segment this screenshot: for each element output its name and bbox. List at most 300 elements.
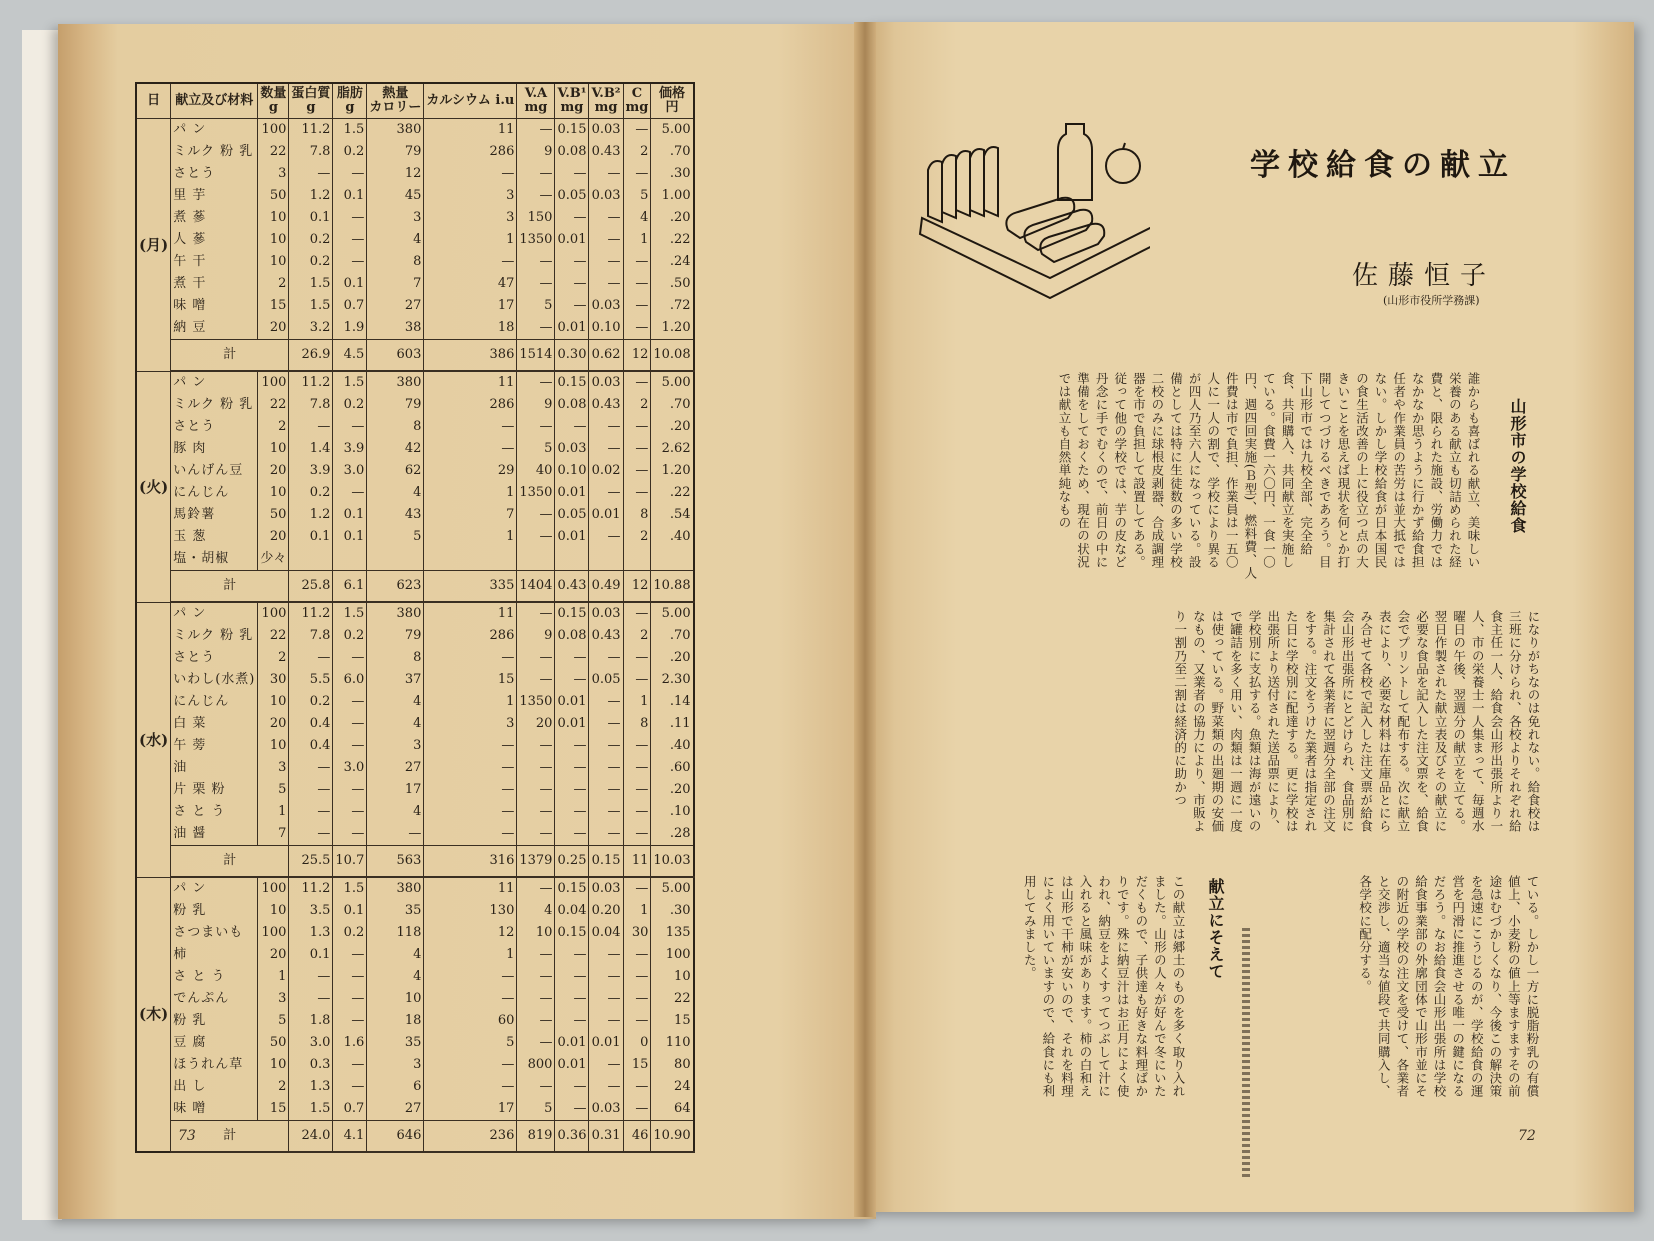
table-cell: — (517, 1076, 555, 1098)
table-cell: 0.2 (333, 394, 367, 416)
total-cell: 1514 (517, 340, 555, 372)
total-row (136, 340, 694, 372)
table-cell: 20 (258, 713, 289, 735)
table-cell: 0.01 (555, 526, 589, 548)
table-cell: 12 (424, 922, 517, 944)
total-cell: 10.08 (651, 340, 694, 372)
table-cell: 0.4 (289, 735, 333, 757)
table-cell: 0.03 (589, 602, 623, 625)
table-cell: — (589, 988, 623, 1010)
table-cell: 4 (623, 207, 651, 229)
table-cell: 286 (424, 625, 517, 647)
table-cell: 15 (258, 1098, 289, 1121)
table-cell: 1.5 (289, 295, 333, 317)
table-cell: — (424, 647, 517, 669)
total-cell: 386 (424, 340, 517, 372)
total-cell: 603 (367, 340, 424, 372)
ingredient-name: 納 豆 (171, 317, 258, 340)
table-header-cell: 熱量 カロリー (367, 83, 424, 119)
table-cell: — (555, 647, 589, 669)
table-cell: 3.0 (289, 1032, 333, 1054)
total-cell: 26.9 (289, 340, 333, 372)
table-cell: 11.2 (289, 119, 333, 142)
table-cell: — (333, 1010, 367, 1032)
author-name: 佐藤恒子 (1352, 261, 1497, 291)
table-cell: — (333, 647, 367, 669)
table-cell: — (517, 801, 555, 823)
table-cell: 0.03 (589, 119, 623, 142)
table-cell: 15 (651, 1010, 694, 1032)
table-cell: 3 (258, 757, 289, 779)
ingredient-name: 塩・胡椒 (171, 548, 258, 571)
table-header-cell: 価格 円 (651, 83, 694, 119)
page-number-right: 72 (1518, 1128, 1536, 1144)
table-cell: 35 (367, 900, 424, 922)
table-cell: 0.08 (555, 625, 589, 647)
table-cell: — (589, 163, 623, 185)
table-cell: — (589, 757, 623, 779)
table-cell (517, 548, 555, 571)
table-cell: 0.10 (555, 460, 589, 482)
table-cell: 100 (258, 371, 289, 394)
total-cell: 46 (623, 1121, 651, 1153)
ingredient-name: 味 噌 (171, 1098, 258, 1121)
table-cell: 3.9 (289, 460, 333, 482)
total-cell: 4.1 (333, 1121, 367, 1153)
total-cell: 0.62 (589, 340, 623, 372)
table-cell: — (555, 163, 589, 185)
ingredient-name: 柿 (171, 944, 258, 966)
table-cell: — (517, 371, 555, 394)
ingredient-name: 馬鈴薯 (171, 504, 258, 526)
ingredient-name: パ ン (171, 119, 258, 142)
ingredient-name: 油 醤 (171, 823, 258, 846)
table-cell: — (333, 713, 367, 735)
table-cell: 10 (258, 438, 289, 460)
table-cell: 8 (367, 647, 424, 669)
total-cell: 236 (424, 1121, 517, 1153)
table-cell: — (333, 416, 367, 438)
table-cell: 100 (258, 119, 289, 142)
table-cell (555, 548, 589, 571)
ingredient-name: さとう (171, 416, 258, 438)
table-cell: 22 (651, 988, 694, 1010)
table-cell: 20 (258, 317, 289, 340)
table-cell: — (517, 504, 555, 526)
table-cell: 1.00 (651, 185, 694, 207)
day-label: (火) (136, 371, 171, 602)
table-cell (651, 548, 694, 571)
table-cell: 0.03 (589, 1098, 623, 1121)
table-cell: 10 (258, 900, 289, 922)
table-row (136, 371, 694, 394)
table-cell: 10 (367, 988, 424, 1010)
table-cell: — (517, 1032, 555, 1054)
table-cell: 0.04 (589, 922, 623, 944)
table-cell: 0.05 (589, 669, 623, 691)
table-cell: 3 (424, 713, 517, 735)
article-title: 学校給食の献立 (1250, 148, 1516, 183)
table-cell: — (517, 647, 555, 669)
table-cell: — (623, 669, 651, 691)
table-cell: 27 (367, 295, 424, 317)
decorative-divider (1242, 928, 1250, 1178)
total-cell: 0.15 (589, 846, 623, 878)
table-cell: 50 (258, 185, 289, 207)
table-cell: — (367, 823, 424, 846)
table-cell: 37 (367, 669, 424, 691)
table-cell: 0.43 (589, 625, 623, 647)
ingredient-name: 煮 干 (171, 273, 258, 295)
table-cell: .22 (651, 229, 694, 251)
table-cell: — (555, 207, 589, 229)
section-body-menu-notes: この献立は郷土のものを多く取り入れました。山形の人々が好んで冬にいただくもので、子供達も好きな料理ばかりです。殊に納豆汁はお正月によく使われ、納豆をよくすってつぶして汁に入れると風味があります。柿の白和えは山形で干柿が安いので、それを料理によく用いていますので、給食にも利用してみました。 (1022, 875, 1186, 1098)
table-cell: 0.10 (589, 317, 623, 340)
table-cell: — (589, 1010, 623, 1032)
table-cell: 118 (367, 922, 424, 944)
table-cell: 9 (517, 625, 555, 647)
table-cell: 100 (651, 944, 694, 966)
table-cell: 3.2 (289, 317, 333, 340)
table-cell: .70 (651, 141, 694, 163)
table-cell: 38 (367, 317, 424, 340)
table-cell: 130 (424, 900, 517, 922)
table-cell: 0.03 (555, 438, 589, 460)
table-cell: 1.2 (289, 504, 333, 526)
table-cell: — (555, 1098, 589, 1121)
table-cell: 3 (258, 988, 289, 1010)
table-cell: .20 (651, 647, 694, 669)
table-cell: — (555, 416, 589, 438)
total-cell: 10.88 (651, 571, 694, 603)
table-cell: 11 (424, 602, 517, 625)
table-cell: 29 (424, 460, 517, 482)
table-cell: — (623, 416, 651, 438)
table-cell: 3.0 (333, 460, 367, 482)
table-cell: 1.5 (333, 119, 367, 142)
table-row (136, 735, 694, 757)
table-cell: 10 (517, 922, 555, 944)
table-cell: — (517, 877, 555, 900)
total-label: 計 (171, 571, 289, 603)
table-cell: — (333, 207, 367, 229)
table-cell: 15 (623, 1054, 651, 1076)
table-cell: 2 (258, 416, 289, 438)
table-row (136, 416, 694, 438)
table-cell: — (289, 416, 333, 438)
table-cell: 50 (258, 1032, 289, 1054)
total-cell: 563 (367, 846, 424, 878)
table-cell: 3 (367, 735, 424, 757)
table-cell: — (623, 460, 651, 482)
table-cell: — (623, 647, 651, 669)
total-cell: 646 (367, 1121, 424, 1153)
table-cell: — (589, 691, 623, 713)
table-cell: 0.2 (289, 251, 333, 273)
table-cell: 0.04 (555, 900, 589, 922)
table-cell: 7 (367, 273, 424, 295)
table-cell: 5 (517, 438, 555, 460)
table-cell: 5.00 (651, 371, 694, 394)
table-cell: — (517, 779, 555, 801)
table-cell: 110 (651, 1032, 694, 1054)
table-cell: — (555, 779, 589, 801)
ingredient-name: さとう (171, 647, 258, 669)
table-header-cell: 日 (136, 83, 171, 119)
table-cell: — (333, 482, 367, 504)
table-cell: 1.3 (289, 922, 333, 944)
table-cell: — (424, 988, 517, 1010)
table-cell: — (555, 944, 589, 966)
table-cell: 1 (258, 966, 289, 988)
table-cell: — (623, 1010, 651, 1032)
table-row (136, 823, 694, 846)
table-cell: .40 (651, 735, 694, 757)
table-cell: 1 (258, 801, 289, 823)
ingredient-name: ミルク 粉 乳 (171, 394, 258, 416)
table-cell: — (589, 273, 623, 295)
table-cell: — (517, 273, 555, 295)
ingredient-name: さ と う (171, 801, 258, 823)
table-cell: — (424, 438, 517, 460)
table-cell: — (517, 1010, 555, 1032)
table-cell: 7.8 (289, 394, 333, 416)
table-row (136, 966, 694, 988)
table-cell: 50 (258, 504, 289, 526)
table-cell: — (424, 801, 517, 823)
table-cell: — (623, 273, 651, 295)
table-cell (289, 548, 333, 571)
table-cell: 0.01 (555, 482, 589, 504)
table-cell: — (623, 944, 651, 966)
table-cell: 0.02 (589, 460, 623, 482)
table-cell: — (424, 163, 517, 185)
table-cell: 2 (258, 1076, 289, 1098)
table-cell: 0.1 (289, 207, 333, 229)
table-cell: 27 (367, 757, 424, 779)
table-cell: — (589, 438, 623, 460)
ingredient-name: さとう (171, 163, 258, 185)
table-cell: 0.05 (555, 504, 589, 526)
table-cell: 11 (424, 877, 517, 900)
table-row (136, 394, 694, 416)
table-cell: 24 (651, 1076, 694, 1098)
table-row (136, 251, 694, 273)
table-cell: — (517, 735, 555, 757)
table-cell: — (333, 1054, 367, 1076)
ingredient-name: 白 菜 (171, 713, 258, 735)
ingredient-name: 煮 蔘 (171, 207, 258, 229)
total-cell: 11 (623, 846, 651, 878)
table-cell: .20 (651, 207, 694, 229)
table-row (136, 207, 694, 229)
table-cell: 1.6 (333, 1032, 367, 1054)
table-cell: 5.5 (289, 669, 333, 691)
table-cell: — (589, 944, 623, 966)
table-cell: 1.20 (651, 460, 694, 482)
table-cell: — (589, 1054, 623, 1076)
table-cell: — (333, 988, 367, 1010)
table-cell: 0.01 (555, 317, 589, 340)
table-cell: 少々 (258, 548, 289, 571)
page-number-left: 73 (178, 1128, 196, 1144)
ingredient-name: 里 芋 (171, 185, 258, 207)
table-cell: — (555, 823, 589, 846)
ingredient-name: 人 蔘 (171, 229, 258, 251)
table-cell: 4 (367, 713, 424, 735)
table-cell: 100 (258, 922, 289, 944)
table-cell: 17 (424, 1098, 517, 1121)
table-cell: — (517, 944, 555, 966)
table-row (136, 1054, 694, 1076)
table-cell: 0.4 (289, 713, 333, 735)
day-label: (木) (136, 877, 171, 1152)
table-cell: 22 (258, 394, 289, 416)
table-cell: 0.01 (555, 229, 589, 251)
table-cell: — (589, 966, 623, 988)
table-cell: 0.7 (333, 295, 367, 317)
ingredient-name: 油 (171, 757, 258, 779)
table-cell: — (623, 602, 651, 625)
table-cell: — (589, 647, 623, 669)
table-cell: 2 (258, 647, 289, 669)
ingredient-name: にんじん (171, 691, 258, 713)
table-cell: 10 (258, 735, 289, 757)
table-cell: 18 (424, 317, 517, 340)
table-cell: 0 (623, 1032, 651, 1054)
table-cell: 0.05 (555, 185, 589, 207)
table-cell: 10 (258, 251, 289, 273)
table-cell: — (623, 163, 651, 185)
table-cell: 0.1 (333, 504, 367, 526)
table-cell: 5 (367, 526, 424, 548)
table-cell: — (333, 163, 367, 185)
table-cell: — (589, 823, 623, 846)
table-cell: — (589, 416, 623, 438)
ingredient-name: 出 し (171, 1076, 258, 1098)
table-cell: 5 (258, 779, 289, 801)
table-cell: — (289, 988, 333, 1010)
table-cell: 5.00 (651, 877, 694, 900)
table-cell: 0.15 (555, 602, 589, 625)
table-row (136, 119, 694, 142)
ingredient-name: 玉 葱 (171, 526, 258, 548)
table-cell: 1350 (517, 229, 555, 251)
total-cell: 12 (623, 571, 651, 603)
table-cell: 17 (424, 295, 517, 317)
table-cell: 27 (367, 1098, 424, 1121)
table-cell: 7 (258, 823, 289, 846)
day-label: (月) (136, 119, 171, 372)
table-cell: 1.5 (289, 273, 333, 295)
table-cell: .54 (651, 504, 694, 526)
table-cell: 150 (517, 207, 555, 229)
table-cell: — (517, 757, 555, 779)
table-cell: 47 (424, 273, 517, 295)
total-label: 計 (171, 1121, 289, 1153)
table-cell: — (555, 1076, 589, 1098)
table-cell: 1.20 (651, 317, 694, 340)
table-cell: 0.43 (589, 141, 623, 163)
total-cell: 24.0 (289, 1121, 333, 1153)
ingredient-name: ミルク 粉 乳 (171, 625, 258, 647)
table-cell: 0.03 (589, 295, 623, 317)
menu-nutrition-table (135, 82, 695, 1153)
table-cell: — (623, 801, 651, 823)
total-cell: 25.8 (289, 571, 333, 603)
table-cell: .72 (651, 295, 694, 317)
table-header-cell: 蛋白質 g (289, 83, 333, 119)
table-cell: 10 (651, 966, 694, 988)
table-row (136, 757, 694, 779)
total-cell: 623 (367, 571, 424, 603)
table-cell: .50 (651, 273, 694, 295)
ingredient-name: 粉 乳 (171, 1010, 258, 1032)
table-cell: 10 (258, 1054, 289, 1076)
table-row (136, 548, 694, 571)
total-row (136, 571, 694, 603)
table-row (136, 625, 694, 647)
table-row (136, 295, 694, 317)
table-cell: .30 (651, 900, 694, 922)
table-cell: 0.15 (555, 119, 589, 142)
author-affiliation: (山形市役所学務課) (1383, 294, 1480, 307)
table-row (136, 526, 694, 548)
table-cell: — (589, 526, 623, 548)
table-cell: — (589, 482, 623, 504)
table-row (136, 141, 694, 163)
table-cell: — (333, 229, 367, 251)
table-cell: 64 (651, 1098, 694, 1121)
table-cell: 1 (623, 691, 651, 713)
table-cell: — (517, 526, 555, 548)
table-cell: — (555, 273, 589, 295)
ingredient-name: 豚 肉 (171, 438, 258, 460)
table-cell: 2.62 (651, 438, 694, 460)
table-cell: 1 (623, 900, 651, 922)
total-cell: 10.90 (651, 1121, 694, 1153)
table-cell: 1.5 (333, 371, 367, 394)
table-cell: 2 (623, 625, 651, 647)
table-cell: 100 (258, 602, 289, 625)
table-header-cell: V.A mg (517, 83, 555, 119)
section-body-part1: 誰からも喜ばれる献立、美味しい栄養のある献立も切詰められた経費と、限られた施設、労働力ではなかなか思うように行かず給食担任者や作業員の苦労は並大抵ではない。しかし学校給食が日本国民の食生活改善の上に役立つ点の大きいことを思えば現状を何とか打開してつづけるべきであろう。目下山形市では九校全部、完全給食、共同購入、共同献立を実施している。食費一六〇円、一食一〇円、週四回実施(Ｂ型)、燃料費、人件費は市で負担、作業員は一五〇人に一人の割で、学校により異るが四人乃至六人になっている。設備としては特に生徒数の多い学校二校のみに球根皮剥器、合成調理器を市で負担して設置してある。従って他の学校では、芋の皮など丹念に手でむくので、前日の中に準備をしておくため、現在の状況では献立も自然単純なもの (1056, 372, 1481, 580)
table-cell (424, 548, 517, 571)
table-cell (333, 548, 367, 571)
table-cell: — (555, 988, 589, 1010)
table-cell: 0.1 (333, 185, 367, 207)
table-cell: — (555, 801, 589, 823)
table-cell: — (623, 295, 651, 317)
table-cell: 7 (424, 504, 517, 526)
table-cell: 10 (258, 207, 289, 229)
table-cell: — (289, 757, 333, 779)
table-cell: 0.15 (555, 371, 589, 394)
table-cell: 3 (367, 1054, 424, 1076)
table-cell: 17 (367, 779, 424, 801)
table-cell: 1 (424, 229, 517, 251)
total-cell: 10.03 (651, 846, 694, 878)
table-cell: 4 (367, 801, 424, 823)
section-body-part2: になりがちなのは免れない。給食校は三班に分けられ、各校よりそれぞれ給食主任一人、給食会山形出張所より一人、市の栄養士一人集まって、毎週水曜日の午後、翌週分の献立を立てる。翌日作製された献立表及びその献立に必要な食品を記入した注文票を、給食会でプリントして配布する。次に献立表により、必要な材料は在庫品とにらみ合せて各校で記入した注文票が給食会山形出張所にとどけられ、食品別に集計されて各業者に翌週分全部の注文をする。注文をうけた業者は指定された日に学校別に配達する。更に学校は出張所より送付された送品票により、学校別に支払する。魚類は海が遠いので罐詰を多く用い、肉類は一週に一度は使っている。野菜類の出廻期の安価なもの、又業者の協力により、市販より一割乃至二割は経済的に助かつ (1172, 610, 1541, 833)
table-row (136, 504, 694, 526)
table-cell: 0.1 (333, 526, 367, 548)
table-cell: — (623, 371, 651, 394)
table-cell: 1350 (517, 482, 555, 504)
table-cell: 11.2 (289, 602, 333, 625)
total-cell: 10.7 (333, 846, 367, 878)
ingredient-name: パ ン (171, 877, 258, 900)
